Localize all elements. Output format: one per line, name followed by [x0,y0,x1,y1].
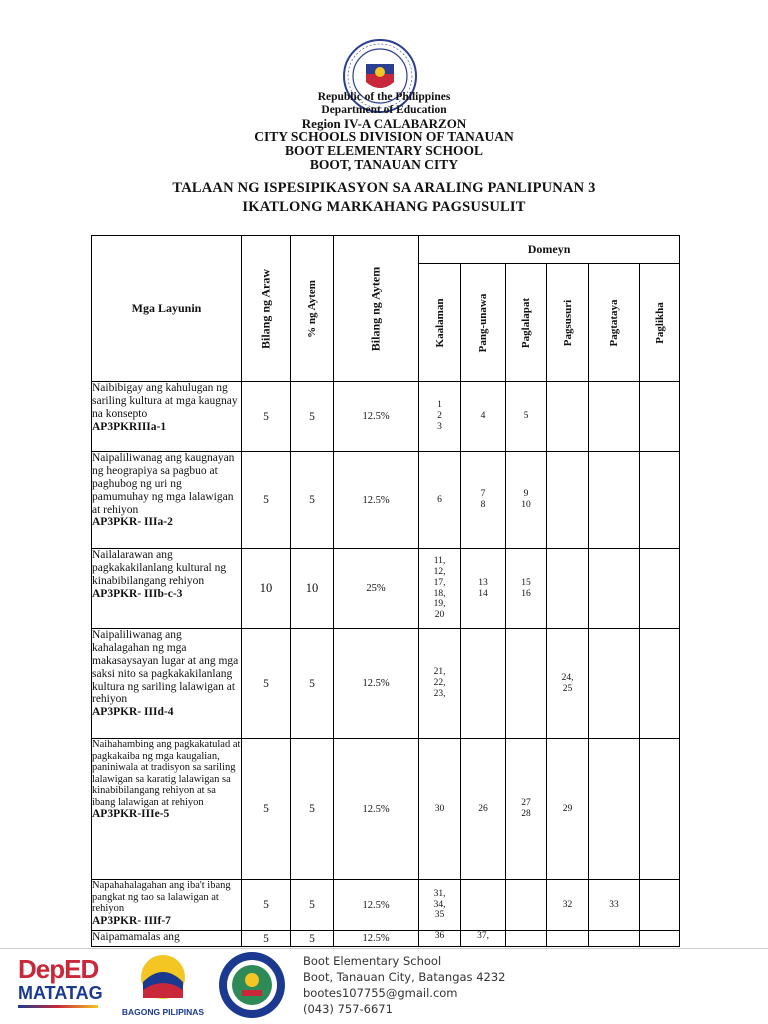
objective-cell [92,629,242,739]
item-number: 5 [523,411,529,422]
item-number: 24, [561,672,574,683]
item-number: 1 [437,400,442,411]
domain-items-cell [640,629,680,739]
item-number: 2 [437,411,442,422]
item-number: 21, [433,667,446,678]
items-percent-cell: 12.5% [334,739,419,880]
item-number: 20 [434,610,445,621]
domain-items-cell [506,931,547,947]
item-number: 13 [478,577,488,588]
item-number: 19, [433,599,446,610]
items-percent-cell: 12.5% [334,931,419,947]
domain-items-cell [461,549,506,629]
domain-items-cell [589,931,640,947]
domain-items-cell [640,931,680,947]
objective-text: Napahahalagahan ang iba't ibang pangkat ng tao sa lalawigan at rehiyon [92,880,231,915]
item-number: 8 [480,500,486,510]
days-cell: 10 [242,549,291,629]
domain-items-cell [640,549,680,629]
days-cell: 5 [242,382,291,452]
header-department: Department of Education [321,104,447,116]
domain-items-cell [589,452,640,549]
objective-cell [92,880,242,931]
footer-divider [0,948,768,949]
domain-items-cell [506,739,547,880]
domain-items-cell [547,880,589,931]
domain-items-cell [506,549,547,629]
domain-items-cell [419,739,461,880]
items-percent-cell: 25% [334,549,419,629]
domain-pagtataya: Pagtataya [589,264,640,382]
document-subtitle: IKATLONG MARKAHANG PAGSUSULIT [242,199,526,215]
item-number: 35 [434,910,445,921]
domain-items-cell [640,382,680,452]
table-row [92,549,680,629]
objective-text: Naipaliliwanag ang kahalagahan ng mga makasaysayan lugar at ang mga saksi nito sa pagkakakilanlang kultura ng sariling lalawigan at rehiyon [92,629,239,706]
pct-items-cell: 5 [291,739,334,880]
item-number: 27 [521,798,531,809]
competency-code: AP3PKR- IIId-4 [92,706,174,719]
item-number: 22, [433,678,446,689]
pct-items-cell: 5 [291,452,334,549]
table-row [92,739,680,880]
competency-code: AP3PKR-IIIe-5 [92,808,170,821]
item-number: 18, [433,588,446,599]
item-number: 4 [480,411,486,422]
item-number: 12, [433,566,446,577]
item-number: 30 [434,803,445,814]
domain-paglikha: Paglikha [640,264,680,382]
item-number: 16 [521,588,531,599]
domain-items-cell [547,382,589,452]
deped-matatag-logo: DepED MATATAG [18,955,114,1017]
domain-items-cell [640,739,680,880]
school-address: Boot, Tanauan City, Batangas 4232 [303,970,506,984]
pct-items-cell: 5 [291,880,334,931]
domain-header: Domeyn [419,236,680,264]
items-percent-cell: 12.5% [334,452,419,549]
objective-text: Naibibigay ang kahulugan ng sariling kultura at mga kaugnay na konsepto [92,382,238,420]
school-contact-block [303,953,505,1017]
domain-items-cell [589,549,640,629]
domain-paglalapat: Paglalapat [506,264,547,382]
item-number: 26 [478,803,488,814]
domain-items-cell [547,549,589,629]
days-cell: 5 [242,880,291,931]
school-name: Boot Elementary School [303,954,442,968]
pct-items-cell: 10 [291,549,334,629]
objective-cell [92,931,242,947]
school-phone: (043) 757-6671 [303,1002,393,1016]
domain-items-cell [589,629,640,739]
days-cell: 5 [242,931,291,947]
item-number: 23, [433,688,446,699]
domain-items-cell [461,880,506,931]
competency-code: AP3PKR- IIIa-2 [92,516,173,529]
item-number: 28 [521,809,531,819]
table-row [92,629,680,739]
bagong-pilipinas-logo: BAGONG PILIPINAS [120,952,206,1018]
item-number: 15 [521,577,531,588]
objective-text: Naipaliliwanag ang kaugnayan ng heograpiya sa pagbuo at paghubog ng uri ng pamumuhay ng mga lalawigan at rehiyon [92,452,235,516]
domain-items-cell [461,382,506,452]
days-cell: 5 [242,452,291,549]
table-row [92,931,680,947]
header-republic: Republic of the Philippines [317,91,451,103]
item-number: 6 [437,494,442,505]
competency-code: AP3PKRIIIa-1 [92,420,167,433]
domain-items-cell [506,452,547,549]
domain-pang-unawa: Pang-unawa [461,264,506,382]
domain-items-cell [506,880,547,931]
pct-items-cell: 5 [291,382,334,452]
domain-items-cell [461,739,506,880]
table-row [92,880,680,931]
item-number: 11, [433,555,446,566]
item-number: 7 [480,489,486,500]
domain-items-cell [547,931,589,947]
item-number: 14 [478,588,488,599]
objective-cell [92,739,242,880]
item-number: 34, [433,899,446,910]
header-address: BOOT, TANAUAN CITY [309,157,459,172]
days-cell: 5 [242,739,291,880]
header-region: Region IV-A CALABARZON [301,116,467,131]
objective-text: Naipamamalas ang [92,931,180,943]
domain-items-cell [461,629,506,739]
domain-items-cell [461,931,506,947]
domain-items-cell [589,382,640,452]
bagong-pilipinas-icon [137,952,189,1002]
objective-text: Naihahambing ang pagkakatulad at pagkakaiba ng mga kaugalian, paniniwala at tradisyon sa sariling lalawigan sa karatig lalawigan sa kinabibilangang rehiyon at sa ibang lalawigan at rehiyon [92,739,241,808]
item-number: 37, [477,931,489,941]
domain-items-cell [419,549,461,629]
items-percent-cell: 12.5% [334,880,419,931]
domain-items-cell [547,739,589,880]
item-number: 10 [521,500,531,510]
item-number: 36 [434,931,445,941]
domain-items-cell [547,629,589,739]
domain-items-cell [419,382,461,452]
item-number: 33 [609,899,619,910]
objective-cell [92,382,242,452]
objective-cell [92,549,242,629]
domain-items-cell [506,629,547,739]
competency-code: AP3PKR- IIIf-7 [92,914,171,927]
competency-code: AP3PKR- IIIb-c-3 [92,587,183,600]
item-number: 32 [562,899,573,910]
table-row [92,382,680,452]
domain-kaalaman: Kaalaman [419,264,461,382]
domain-items-cell [640,880,680,931]
domain-items-cell [589,739,640,880]
items-percent-cell: 12.5% [334,629,419,739]
domain-items-cell [419,629,461,739]
items-percent-cell: 12.5% [334,382,419,452]
domain-items-cell [419,880,461,931]
domain-items-cell [547,452,589,549]
item-number: 29 [562,803,573,814]
specification-table [91,235,680,947]
days-cell: 5 [242,629,291,739]
item-number: 31, [433,888,446,899]
pct-items-cell: 5 [291,629,334,739]
domain-items-cell [419,452,461,549]
domain-items-cell [640,452,680,549]
item-number: 25 [562,683,573,694]
domain-items-cell [419,931,461,947]
table-row [92,452,680,549]
items-header: Bilang ng Aytem [334,236,419,382]
header-school: BOOT ELEMENTARY SCHOOL [284,143,484,158]
school-email: bootes107755@gmail.com [303,986,458,1000]
domain-items-cell [461,452,506,549]
objective-cell [92,452,242,549]
domain-items-cell [589,880,640,931]
pct-items-cell: 5 [291,931,334,947]
school-seal-icon [212,950,292,1020]
item-number: 9 [523,489,529,500]
objectives-header: Mga Layunin [92,236,242,382]
domain-items-cell [506,382,547,452]
domain-pagsusuri: Pagsusuri [547,264,589,382]
item-number: 3 [437,421,442,432]
objective-text: Nailalarawan ang pagkakakilanlang kultural ng kinabibilangang rehiyon [92,549,227,587]
document-title: TALAAN NG ISPESIPIKASYON SA ARALING PANLIPUNAN 3 [172,180,596,196]
header-division: CITY SCHOOLS DIVISION OF TANAUAN [254,129,514,144]
item-number: 17, [433,577,446,588]
pct-items-header: % ng Aytem [291,236,334,382]
days-header: Bilang ng Araw [242,236,291,382]
